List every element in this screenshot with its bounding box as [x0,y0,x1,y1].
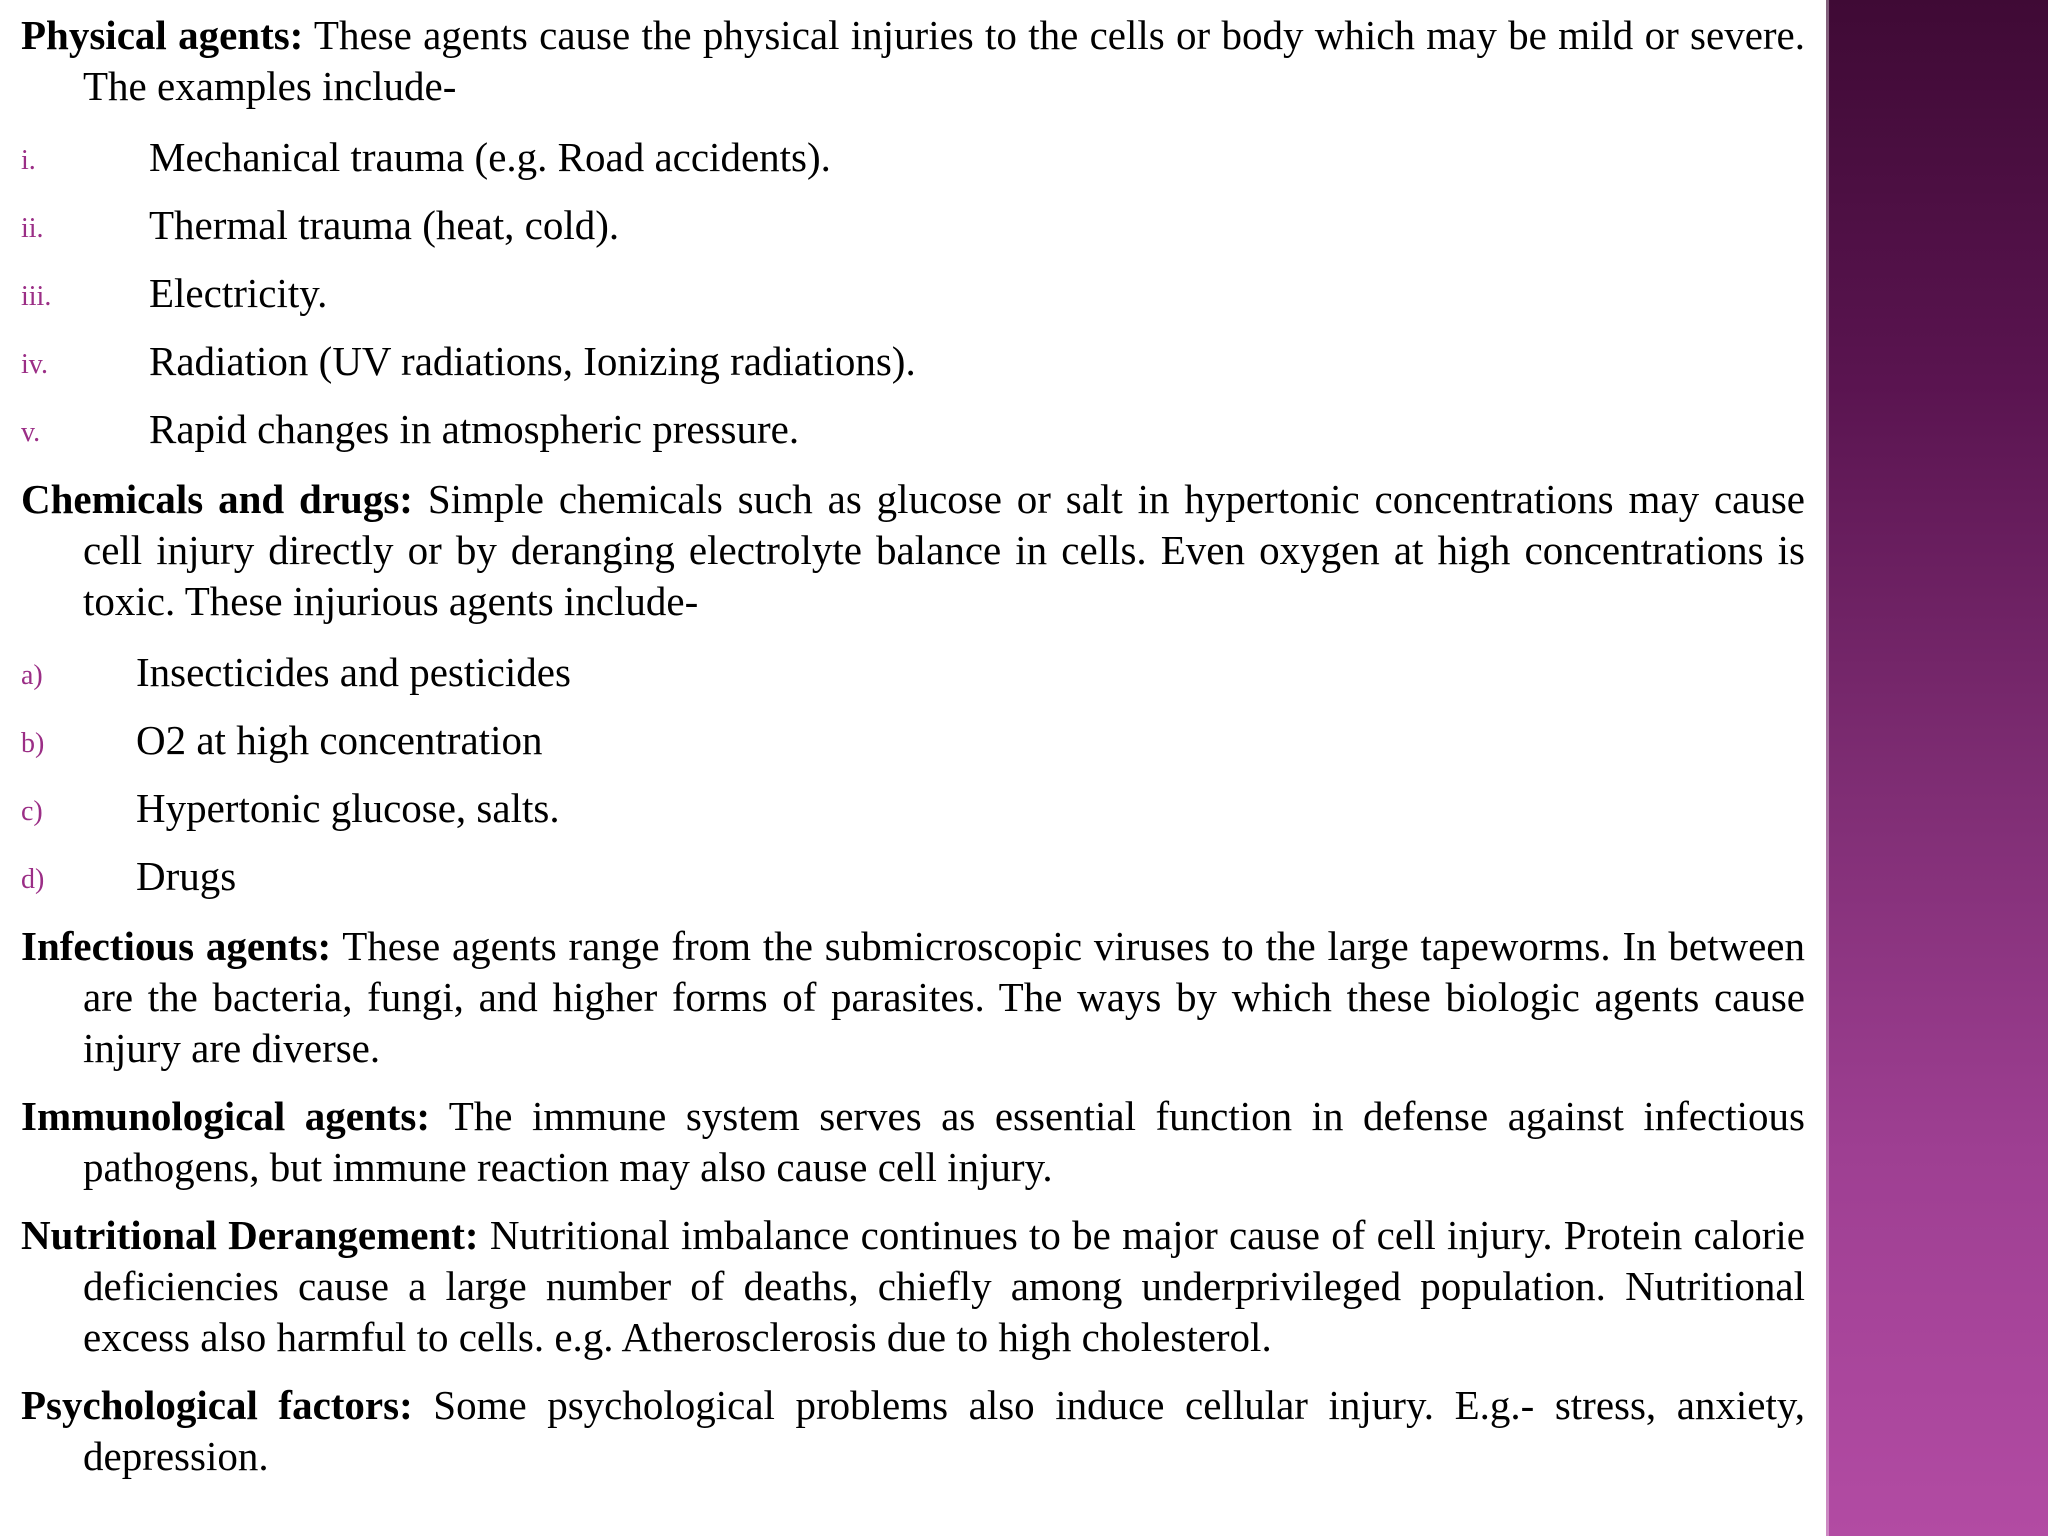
list-item-text: Electricity. [149,270,328,316]
list-item-text: Radiation (UV radiations, Ionizing radiations). [149,338,916,384]
list-marker: d) [21,864,45,895]
list-item [21,265,1805,333]
chemicals-drugs-heading: Chemicals and drugs: [21,476,413,522]
list-item [21,848,1805,916]
chemicals-drugs-text: Simple chemicals such as glucose or salt in hypertonic concentrations may cause cell injury directly or by deranging electrolyte balance in cells. Even oxygen at high concentrations is toxic. These injurious agents include- [83,476,1805,624]
chemicals-drugs-paragraph [21,474,1805,627]
list-item [21,197,1805,265]
slide-content [21,10,1805,1499]
list-item-text: Thermal trauma (heat, cold). [149,202,620,248]
psychological-factors-heading: Psychological factors: [21,1382,413,1428]
list-item-text: Rapid changes in atmospheric pressure. [149,406,800,452]
physical-agents-text: These agents cause the physical injuries to the cells or body which may be mild or severe. The examples include- [83,12,1805,109]
immunological-agents-heading: Immunological agents: [21,1093,430,1139]
list-item [21,644,1805,712]
infectious-agents-text: These agents range from the submicroscopic viruses to the large tapeworms. In between are the bacteria, fungi, and higher forms of parasites. The ways by which these biologic agents cause injury are diverse. [83,923,1805,1071]
chemicals-drugs-list [21,644,1805,916]
list-item-text: Insecticides and pesticides [136,649,571,695]
physical-agents-list [21,129,1805,469]
list-item [21,401,1805,469]
list-marker: v. [21,417,41,448]
nutritional-derangement-text: Nutritional imbalance continues to be major cause of cell injury. Protein calorie deficiencies cause a large number of deaths, chiefly among underprivileged population. Nutritional excess also harmful to cells. e.g. Atherosclerosis due to high cholesterol. [83,1212,1805,1360]
list-item-text: Drugs [136,853,237,899]
decorative-sidebar [1826,0,2048,1536]
infectious-agents-heading: Infectious agents: [21,923,332,969]
list-marker: i. [21,145,36,176]
list-item-text: Hypertonic glucose, salts. [136,785,560,831]
list-marker: a) [21,660,43,691]
list-marker: iv. [21,349,48,380]
list-marker: b) [21,728,45,759]
list-item-text: Mechanical trauma (e.g. Road accidents). [149,134,831,180]
psychological-factors-text: Some psychological problems also induce cellular injury. E.g.- stress, anxiety, depression. [83,1382,1805,1479]
list-item-text: O2 at high concentration [136,717,543,763]
immunological-agents-text: The immune system serves as essential function in defense against infectious pathogens, but immune reaction may also cause cell injury. [83,1093,1806,1190]
nutritional-derangement-paragraph [21,1210,1805,1363]
list-marker: ii. [21,213,44,244]
list-marker: c) [21,796,43,827]
list-item [21,333,1805,401]
list-item [21,780,1805,848]
physical-agents-paragraph [21,10,1805,112]
list-item [21,129,1805,197]
nutritional-derangement-heading: Nutritional Derangement: [21,1212,479,1258]
physical-agents-heading: Physical agents: [21,12,304,58]
list-marker: iii. [21,281,52,312]
infectious-agents-paragraph [21,921,1805,1074]
list-item [21,712,1805,780]
psychological-factors-paragraph [21,1380,1805,1482]
immunological-agents-paragraph [21,1091,1805,1193]
